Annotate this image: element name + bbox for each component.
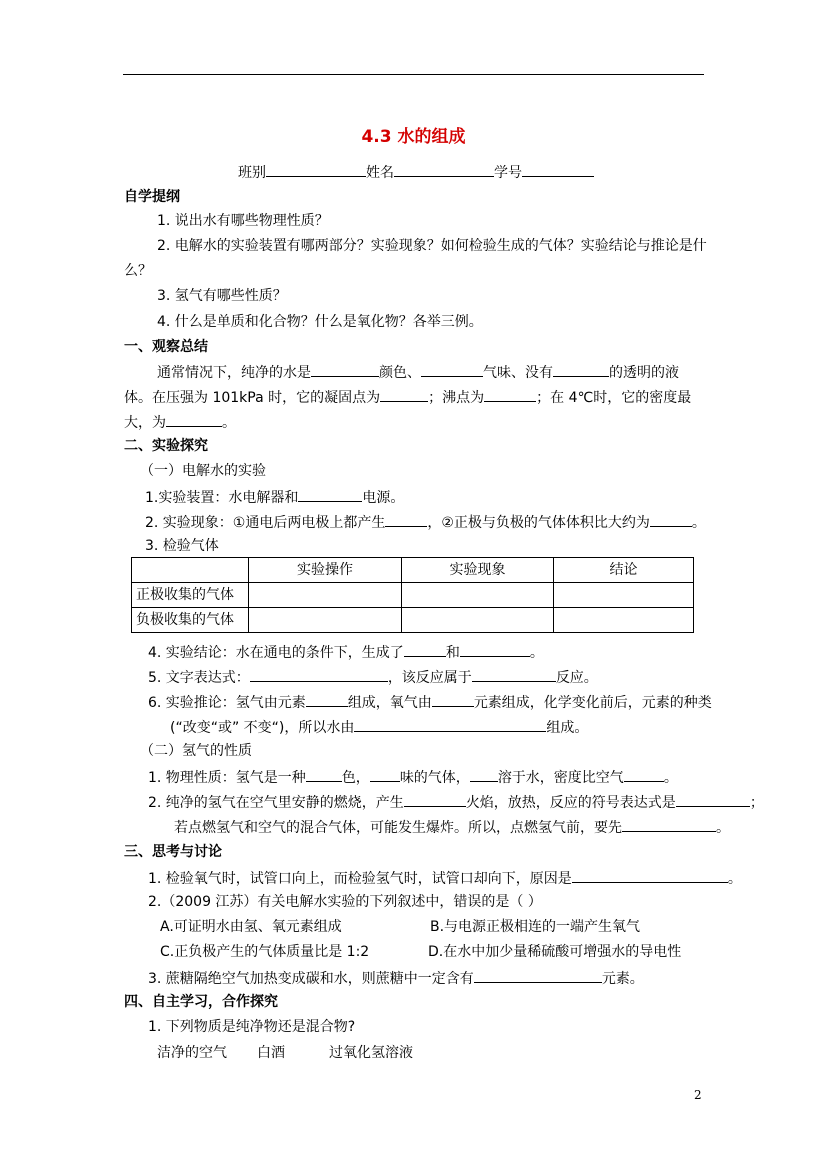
blank[interactable]	[650, 512, 692, 527]
blank[interactable]	[622, 817, 716, 832]
blank[interactable]	[553, 362, 609, 377]
blank[interactable]	[306, 692, 348, 707]
text: 色，	[341, 770, 370, 786]
table-cell[interactable]	[554, 608, 694, 633]
think-t3	[148, 968, 644, 988]
table-header-cell: 实验操作	[249, 558, 402, 583]
blank[interactable]	[432, 692, 474, 707]
text: 组成，氧气由	[347, 695, 432, 711]
blank[interactable]	[472, 667, 556, 682]
text: 1.实验装置：水电解器和	[145, 490, 299, 506]
text: 溶于水，密度比空气	[497, 770, 624, 786]
observe-text: 大，为	[124, 415, 166, 431]
self-study-q1: 1. 说出水有哪些物理性质？	[157, 213, 329, 229]
table-cell[interactable]	[554, 583, 694, 608]
text: 1. 检验氧气时，试管口向上，而检验氢气时，试管口却向下，原因是	[148, 871, 572, 887]
header-rule	[123, 74, 704, 75]
experiment-s2	[145, 512, 706, 532]
blank[interactable]	[421, 362, 483, 377]
table-cell[interactable]	[249, 608, 402, 633]
text: ，该反应属于	[387, 670, 472, 686]
text: 电源。	[362, 490, 405, 506]
blank[interactable]	[484, 387, 536, 402]
text: 元素。	[601, 971, 644, 987]
observe-line3	[124, 412, 236, 432]
blank[interactable]	[354, 717, 546, 732]
id-blank[interactable]	[522, 162, 594, 177]
page-title: 4.3 水的组成	[361, 127, 466, 147]
id-label: 学号	[494, 165, 522, 181]
page-number: 2	[694, 1088, 702, 1102]
text: 3. 蔗糖隔绝空气加热变成碳和水，则蔗糖中一定含有	[148, 971, 474, 987]
text: 味的气体，	[399, 770, 470, 786]
table-header-cell: 结论	[554, 558, 694, 583]
hydrogen-h2	[148, 792, 764, 812]
item-hydrogen-peroxide: 过氧化氢溶液	[329, 1045, 413, 1061]
text: ；	[749, 795, 764, 811]
section-self-study: 自学提纲	[124, 189, 180, 205]
blank[interactable]	[311, 362, 379, 377]
text: 和	[445, 645, 460, 661]
subsection-electrolysis: （一）电解水的实验	[140, 463, 266, 479]
experiment-s4	[148, 642, 544, 662]
observe-text: 气味、没有	[483, 365, 553, 381]
experiment-s1	[145, 487, 404, 507]
option-d: D.在水中加少量稀硫酸可增强水的导电性	[428, 944, 682, 960]
table-cell[interactable]	[402, 608, 554, 633]
text: 。	[529, 645, 544, 661]
section-cooperate: 四、自主学习，合作探究	[124, 994, 278, 1010]
text: 。	[663, 770, 678, 786]
observe-text: 体。在压强为 101kPa 时，它的凝固点为	[124, 390, 381, 406]
text: 组成。	[546, 720, 589, 736]
subsection-hydrogen: （二）氢气的性质	[140, 743, 252, 759]
text: 1. 物理性质：氢气是一种	[148, 770, 306, 786]
hydrogen-h2-cont	[174, 817, 730, 837]
experiment-s6	[148, 692, 712, 712]
blank[interactable]	[370, 767, 400, 782]
think-t1	[148, 868, 742, 888]
text: 火焰，放热，反应的符号表达式是	[465, 795, 676, 811]
blank[interactable]	[385, 512, 427, 527]
observe-text: 。	[222, 415, 236, 431]
text: 5. 文字表达式：	[148, 670, 250, 686]
experiment-s6-cont	[170, 717, 588, 737]
text: (“改变“或” 不变“)，所以水由	[170, 720, 355, 736]
name-blank[interactable]	[394, 162, 494, 177]
option-c: C.正负极产生的气体质量比是 1:2	[160, 944, 370, 960]
observe-text: 颜色、	[379, 365, 421, 381]
class-label: 班别	[238, 165, 266, 181]
text: 2. 实验现象：①通电后两电极上都产生	[145, 515, 386, 531]
item-liquor: 白酒	[257, 1045, 285, 1061]
table-cell[interactable]	[402, 583, 554, 608]
text: 。	[691, 515, 706, 531]
option-b: B.与电源正极相连的一端产生氧气	[430, 919, 641, 935]
table-row-label: 负极收集的气体	[132, 608, 249, 633]
blank[interactable]	[624, 767, 664, 782]
self-study-q4: 4. 什么是单质和化合物？什么是氧化物？各举三例。	[157, 314, 483, 330]
observe-line1	[157, 362, 679, 382]
table-row	[132, 608, 694, 633]
table-header-row	[132, 558, 694, 583]
experiment-s5	[148, 667, 598, 687]
blank[interactable]	[460, 642, 530, 657]
self-study-q3: 3. 氢气有哪些性质？	[157, 288, 287, 304]
name-label: 姓名	[366, 165, 394, 181]
text: 若点燃氢气和空气的混合气体，可能发生爆炸。所以，点燃氢气前，要先	[174, 820, 622, 836]
blank[interactable]	[676, 792, 750, 807]
option-a: A.可证明水由氢、氧元素组成	[160, 919, 342, 935]
item-clean-air: 洁净的空气	[157, 1045, 227, 1061]
blank[interactable]	[380, 387, 428, 402]
class-blank[interactable]	[266, 162, 366, 177]
think-t2: 2.（2009 江苏）有关电解水实验的下列叙述中，错误的是（ ）	[148, 894, 542, 910]
observe-text: 通常情况下，纯净的水是	[157, 365, 311, 381]
section-think: 三、思考与讨论	[124, 844, 222, 860]
observe-text: ；沸点为	[428, 390, 485, 406]
experiment-s3: 3. 检验气体	[145, 538, 219, 554]
gas-test-table	[131, 557, 694, 633]
blank[interactable]	[250, 667, 388, 682]
student-info-line	[238, 162, 594, 182]
table-header-cell	[132, 558, 249, 583]
hydrogen-h1	[148, 767, 678, 787]
blank[interactable]	[166, 412, 222, 427]
text: 6. 实验推论：氢气由元素	[148, 695, 306, 711]
blank[interactable]	[404, 642, 446, 657]
table-header-cell: 实验现象	[402, 558, 554, 583]
self-study-q2b: 么？	[124, 263, 152, 279]
observe-text: ；在 4℃时，它的密度最	[536, 390, 692, 406]
text: 4. 实验结论：水在通电的条件下，生成了	[148, 645, 404, 661]
text: 。	[727, 871, 742, 887]
cooperate-c1: 1. 下列物质是纯净物还是混合物?	[148, 1019, 356, 1035]
blank[interactable]	[572, 868, 728, 883]
table-cell[interactable]	[249, 583, 402, 608]
observe-line2	[124, 387, 691, 407]
text: 元素组成，化学变化前后，元素的种类	[473, 695, 712, 711]
table-row	[132, 583, 694, 608]
blank[interactable]	[404, 792, 466, 807]
text: 2. 纯净的氢气在空气里安静的燃烧，产生	[148, 795, 404, 811]
table-row-label: 正极收集的气体	[132, 583, 249, 608]
text: 。	[716, 820, 730, 836]
blank[interactable]	[298, 487, 362, 502]
observe-text: 的透明的液	[609, 365, 679, 381]
self-study-q2a: 2. 电解水的实验装置有哪两部分？实验现象？如何检验生成的气体？实验结论与推论是什	[157, 238, 707, 254]
blank[interactable]	[470, 767, 498, 782]
blank[interactable]	[306, 767, 342, 782]
section-observe: 一、观察总结	[124, 339, 208, 355]
blank[interactable]	[474, 968, 602, 983]
text: 反应。	[555, 670, 598, 686]
text: ，②正极与负极的气体体积比大约为	[427, 515, 650, 531]
section-experiment: 二、实验探究	[124, 438, 208, 454]
